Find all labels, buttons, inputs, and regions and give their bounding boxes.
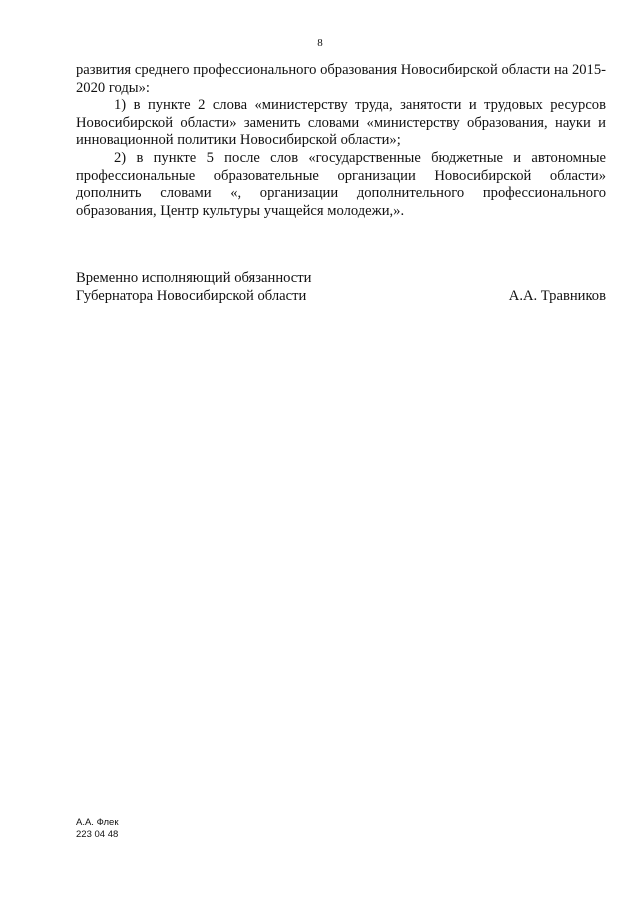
signatory-name: А.А. Травников xyxy=(508,287,606,304)
executor-phone: 223 04 48 xyxy=(76,829,119,840)
paragraph-intro: развития среднего профессионального образования Новосибирской области на 2015-2020 годы»: xyxy=(76,62,606,96)
signatory-position-line1: Временно исполняющий обязанности xyxy=(76,270,312,286)
executor-block xyxy=(76,817,118,841)
executor-name: А.А. Флек xyxy=(76,817,119,828)
signature-block xyxy=(76,270,606,305)
document-body xyxy=(76,62,606,220)
paragraph-item-1: 1) в пункте 2 слова «министерству труда, занятости и трудовых ресурсов Новосибирской области» заменить словами «министерству образования, науки и инновационной политики Новосибирской области»; xyxy=(76,97,606,149)
signatory-position-line2: Губернатора Новосибирской области xyxy=(76,287,307,304)
paragraph-item-2: 2) в пункте 5 после слов «государственные бюджетные и автономные профессиональные образовательные организации Новосибирской области» дополнить словами «, организации дополнительного профессионального образования, Центр культуры учащейся молодежи,». xyxy=(76,149,606,219)
page-number: 8 xyxy=(317,37,323,49)
signature-line xyxy=(76,288,606,306)
